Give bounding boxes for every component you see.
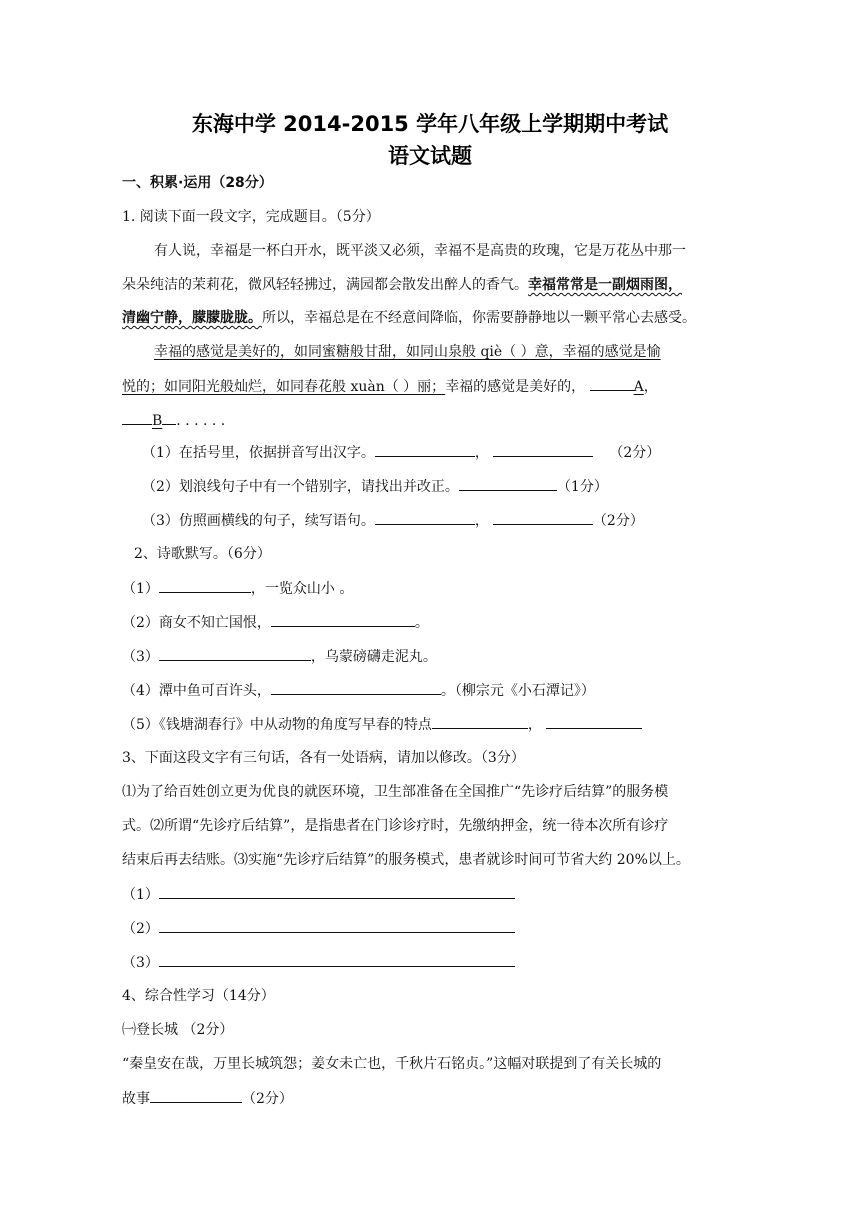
score-label: （2分） (242, 1091, 293, 1107)
passage-text: 朵朵纯洁的茉莉花，微风轻轻拂过，满园都会散发出醉人的香气。 (122, 277, 528, 293)
answer-blank[interactable] (159, 952, 515, 967)
item-label: （3） (122, 649, 159, 665)
sub-question-1: （1）在括号里，依据拼音写出汉字。 ， （2分） (142, 442, 660, 463)
answer-blank[interactable] (375, 510, 475, 525)
answer-blank[interactable] (159, 884, 515, 899)
answer-line (122, 884, 515, 905)
answer-blank[interactable] (159, 578, 251, 593)
passage-text: 幸福的感觉是美好的， (445, 379, 586, 395)
ellipsis: . . . . . . (176, 413, 226, 429)
question-4-text: “秦皇安在哉，万里长城筑怨；姜女未亡也，千秋片石铭贞。”这幅对联提到了有关长城的 (122, 1056, 662, 1072)
passage-line: 悦的；如同阳光般灿烂，如同春花般 xuàn（ ）丽；幸福的感觉是美好的， A， (122, 376, 658, 397)
answer-blank[interactable] (493, 510, 593, 525)
exam-subtitle: 语文试题 (388, 144, 472, 168)
answer-blank[interactable] (159, 918, 515, 933)
passage-line (122, 410, 225, 431)
poem-text: （4）潭中鱼可百许头， (122, 683, 271, 699)
blank-label-b: B (152, 413, 163, 429)
exam-title: 东海中学 2014-2015 学年八年级上学期期中考试 (191, 112, 669, 136)
poem-item (122, 680, 595, 701)
answer-blank[interactable] (162, 410, 176, 425)
question-4-prompt: 4、综合性学习（14分） (122, 988, 275, 1004)
poem-item (122, 612, 429, 633)
underlined-sentence: 幸福的感觉是美好的，如同蜜糖般甘甜，如同山泉般 qiè（ ）意，幸福的感觉是愉 (154, 344, 661, 360)
question-3-text: 结束后再去结账。⑶实施“先诊疗后结算”的服务模式，患者就诊时间可节省大约 20%以上。 (122, 852, 690, 868)
sub-question-2 (142, 476, 608, 497)
poem-text: ，乌蒙磅礴走泥丸。 (310, 649, 437, 665)
question-3-prompt: 3、下面这段文字有三句话，各有一处语病，请加以修改。（3分） (122, 750, 525, 766)
item-label: （1） (122, 581, 159, 597)
question-3-text: 式。⑵所谓“先诊疗后结算”，是指患者在门诊诊疗时，先缴纳押金，统一待本次所有诊疗 (122, 818, 669, 834)
item-label: （3） (122, 955, 159, 971)
poem-text: （2）商女不知亡国恨， (122, 615, 271, 631)
answer-blank[interactable] (122, 410, 152, 425)
question-text: 故事 (122, 1091, 150, 1107)
passage-line (154, 342, 661, 362)
question-2-prompt: 2、诗歌默写。（6分） (134, 546, 271, 562)
score-label: （1分） (556, 479, 608, 495)
sub-question-text: （1）在括号里，依据拼音写出汉字。 (142, 445, 375, 461)
passage-line: 有人说，幸福是一杯白开水，既平淡又必须，幸福不是高贵的玫瑰，它是万花丛中那一 (154, 243, 686, 259)
question-4-part: ㈠登长城 （2分） (122, 1022, 234, 1038)
poem-text: （5）《钱塘湖春行》中从动物的角度写早春的特点 (122, 717, 432, 733)
wavy-sentence: 清幽宁静，朦朦胧胧。 (122, 310, 262, 326)
blank-label-a: A (633, 379, 644, 395)
poem-text: ，一览众山小 。 (250, 581, 354, 597)
passage-line (122, 308, 696, 328)
answer-blank[interactable] (459, 476, 557, 491)
answer-line (122, 918, 515, 939)
answer-blank[interactable] (150, 1088, 242, 1103)
poem-item (122, 646, 437, 667)
score-label: （2分） (592, 513, 644, 529)
answer-line (122, 952, 515, 973)
answer-blank[interactable] (271, 680, 441, 695)
poem-item (122, 578, 353, 599)
answer-blank[interactable] (493, 442, 593, 457)
passage-text: 所以，幸福总是在不经意间降临，你需要静静地以一颗平常心去感受。 (262, 310, 696, 326)
passage-line (122, 275, 682, 295)
section-heading: 一、积累·运用（28分） (122, 175, 273, 191)
question-4-text (122, 1088, 293, 1109)
answer-blank[interactable] (432, 714, 528, 729)
answer-blank[interactable] (159, 646, 311, 661)
score-label: （2分） (609, 445, 661, 461)
answer-blank[interactable] (271, 612, 415, 627)
question-1-prompt: 1. 阅读下面一段文字，完成题目。（5分） (122, 209, 380, 225)
question-3-text: ⑴为了给百姓创立更为优良的就医环境，卫生部准备在全国推广“先诊疗后结算”的服务模 (122, 784, 669, 800)
underlined-sentence: 悦的；如同阳光般灿烂，如同春花般 xuàn（ ）丽； (122, 379, 446, 395)
answer-blank[interactable] (546, 714, 642, 729)
sub-question-text: （2）划浪线句子中有一个错别字，请找出并改正。 (142, 479, 459, 495)
poem-text: ， (527, 717, 542, 733)
item-label: （1） (122, 887, 159, 903)
poem-text: 。 (414, 615, 429, 631)
sub-question-3: （3）仿照画横线的句子，续写语句。 ， （2分） (142, 510, 644, 531)
answer-blank[interactable] (375, 442, 475, 457)
item-label: （2） (122, 921, 159, 937)
poem-text: 。（柳宗元《小石潭记》） (440, 683, 595, 699)
poem-item (122, 714, 642, 735)
answer-blank[interactable] (590, 376, 634, 391)
wavy-sentence: 幸福常常是一副烟雨图， (528, 277, 682, 293)
sub-question-text: （3）仿照画横线的句子，续写语句。 (142, 513, 375, 529)
